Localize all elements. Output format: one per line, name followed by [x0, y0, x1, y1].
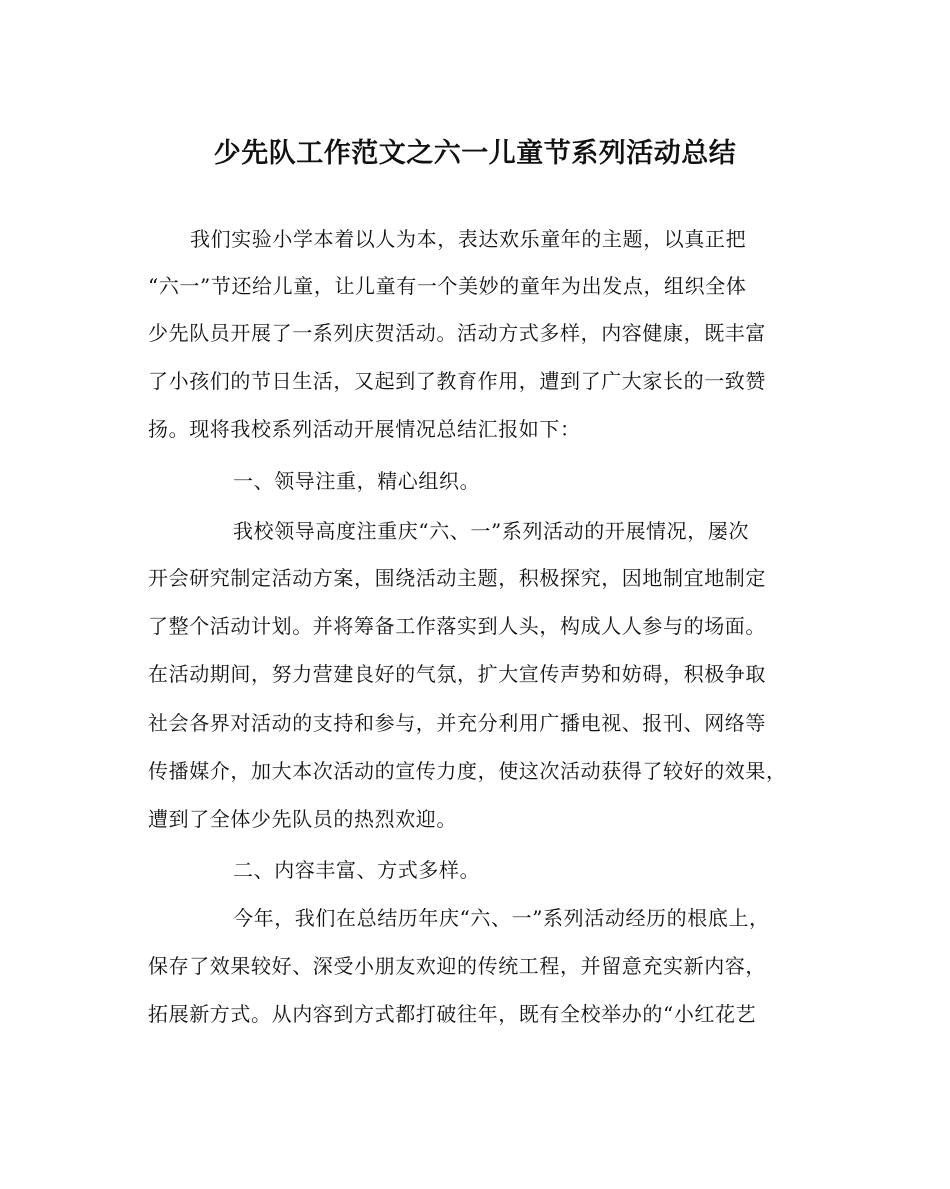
paragraph-line: 我校领导高度注重庆“六、一”系列活动的开展情况，屡次 [233, 519, 750, 543]
document-title: 少先队工作范文之六一儿童节系列活动总结 [213, 138, 737, 169]
paragraph-line: 了小孩们的节日生活，又起到了教育作用，遭到了广大家长的一致赞 [148, 369, 766, 393]
paragraph-line: 遭到了全体少先队员的热烈欢迎。 [148, 807, 457, 831]
paragraph-line: 扬。现将我校系列活动开展情况总结汇报如下： [148, 417, 581, 441]
section-heading: 一、领导注重，精心组织。 [233, 469, 481, 493]
paragraph-line: 社会各界对活动的支持和参与，并充分利用广播电视、报刊、网络等 [148, 711, 766, 735]
section-heading: 二、内容丰富、方式多样。 [233, 858, 481, 882]
paragraph-line: 保存了效果较好、深受小朋友欢迎的传统工程，并留意充实新内容， [148, 954, 766, 978]
paragraph-line: 了整个活动计划。并将筹备工作落实到人头，构成人人参与的场面。 [148, 614, 766, 638]
paragraph-line: 少先队员开展了一系列庆贺活动。活动方式多样，内容健康，既丰富 [148, 321, 766, 345]
paragraph-line: 今年，我们在总结历年庆“六、一”系列活动经历的根底上， [233, 906, 770, 930]
paragraph-line: 我们实验小学本着以人为本，表达欢乐童年的主题，以真正把 [190, 227, 747, 251]
paragraph-line: 拓展新方式。从内容到方式都打破往年，既有全校举办的“小红花艺 [148, 1002, 757, 1026]
paragraph-line: 传播媒介，加大本次活动的宣传力度，使这次活动获得了较好的效果， [148, 759, 787, 783]
paragraph-line: 在活动期间，努力营建良好的气氛，扩大宣传声势和妨碍，积极争取 [148, 662, 766, 686]
paragraph-line: “六一”节还给儿童，让儿童有一个美妙的童年为出发点，组织全体 [148, 274, 747, 298]
paragraph-line: 开会研究制定活动方案，围绕活动主题，积极探究，因地制宜地制定 [148, 566, 766, 590]
